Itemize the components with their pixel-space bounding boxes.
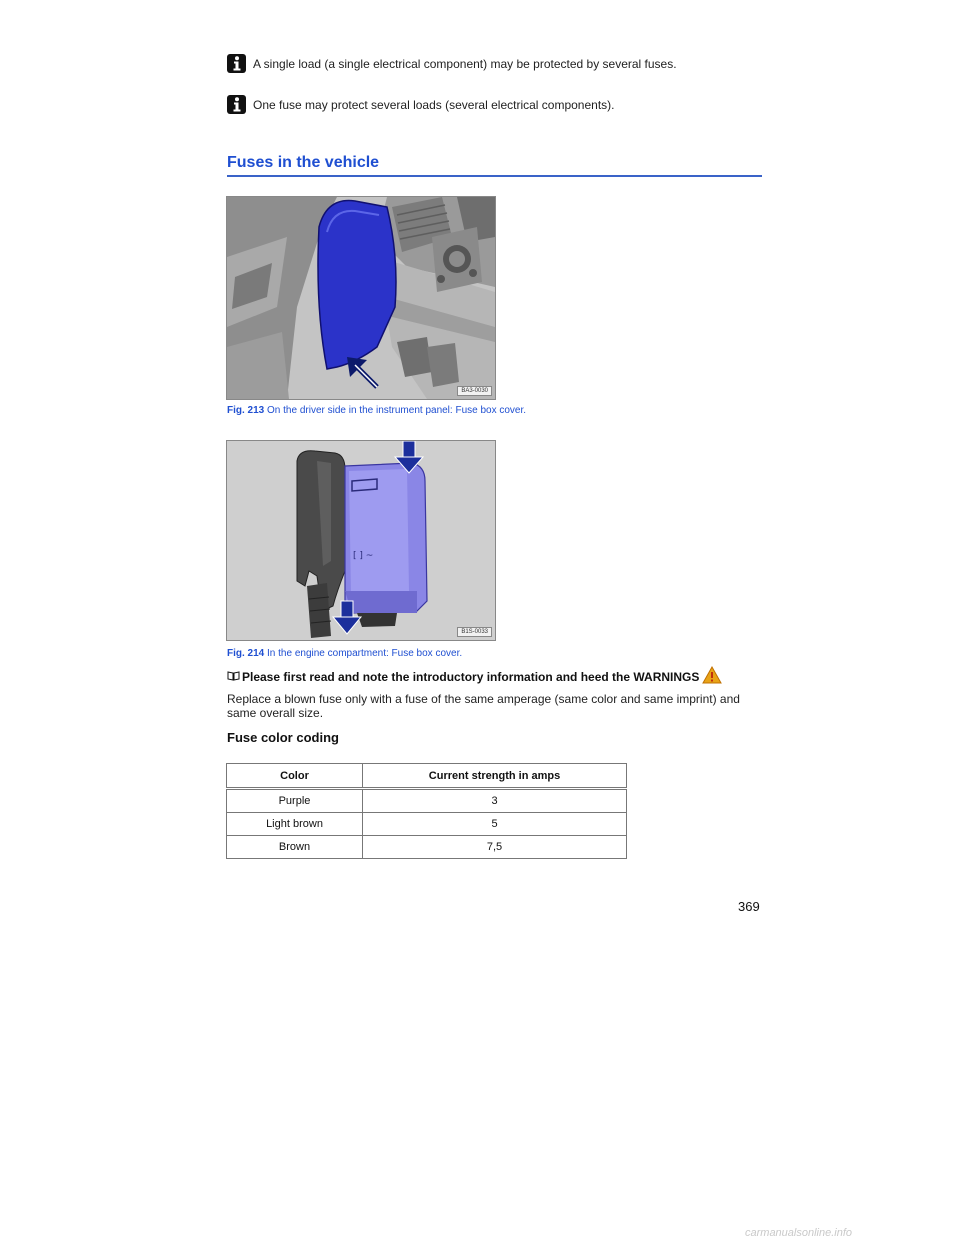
figure-number: Fig. 213 [227, 405, 265, 416]
table-cell: 7,5 [363, 836, 627, 859]
table-header-row [227, 764, 627, 789]
read-first-note [227, 666, 722, 687]
figure-caption-text: In the engine compartment: Fuse box cover. [267, 648, 463, 659]
fuse-color-table [226, 763, 627, 859]
read-first-note-text: Please first read and note the introductory information and heed the WARNINGS [242, 669, 700, 684]
body-paragraph: Replace a blown fuse only with a fuse of the same amperage (same color and same imprint) and same overall size. [227, 692, 740, 720]
table-cell: Purple [227, 789, 363, 813]
column-header-color: Color [227, 764, 363, 789]
instrument-panel-illustration [227, 197, 495, 399]
table-cell: Light brown [227, 813, 363, 836]
table-row [227, 836, 627, 859]
figure-caption [227, 648, 462, 659]
column-header-current: Current strength in amps [363, 764, 627, 789]
section-title: Fuses in the vehicle [227, 154, 762, 177]
info-note-text: One fuse may protect several loads (several electrical components). [253, 97, 615, 112]
info-note [227, 95, 615, 114]
engine-fuse-box-illustration [227, 441, 495, 640]
figure-engine-fuse-cover [226, 440, 496, 641]
svg-text:[ ] ~: [ ] ~ [353, 551, 374, 561]
figure-caption [227, 405, 526, 416]
info-note [227, 54, 677, 73]
book-icon [227, 670, 240, 684]
table-row [227, 789, 627, 813]
table-title: Fuse color coding [227, 730, 339, 745]
page-number: 369 [738, 899, 760, 914]
watermark: carmanualsonline.info [745, 1227, 853, 1239]
table-cell: 3 [363, 789, 627, 813]
table-cell: Brown [227, 836, 363, 859]
table-row [227, 813, 627, 836]
figure-code: BA3-0030 [457, 386, 492, 396]
figure-number: Fig. 214 [227, 648, 265, 659]
figure-driver-side-fuse-cover [226, 196, 496, 400]
info-note-text: A single load (a single electrical component) may be protected by several fuses. [253, 56, 677, 71]
info-icon [227, 95, 246, 114]
info-icon [227, 54, 246, 73]
table-cell: 5 [363, 813, 627, 836]
figure-caption-text: On the driver side in the instrument panel: Fuse box cover. [267, 405, 527, 416]
warning-icon[interactable] [702, 666, 722, 687]
figure-code: B1S-0033 [457, 627, 492, 637]
